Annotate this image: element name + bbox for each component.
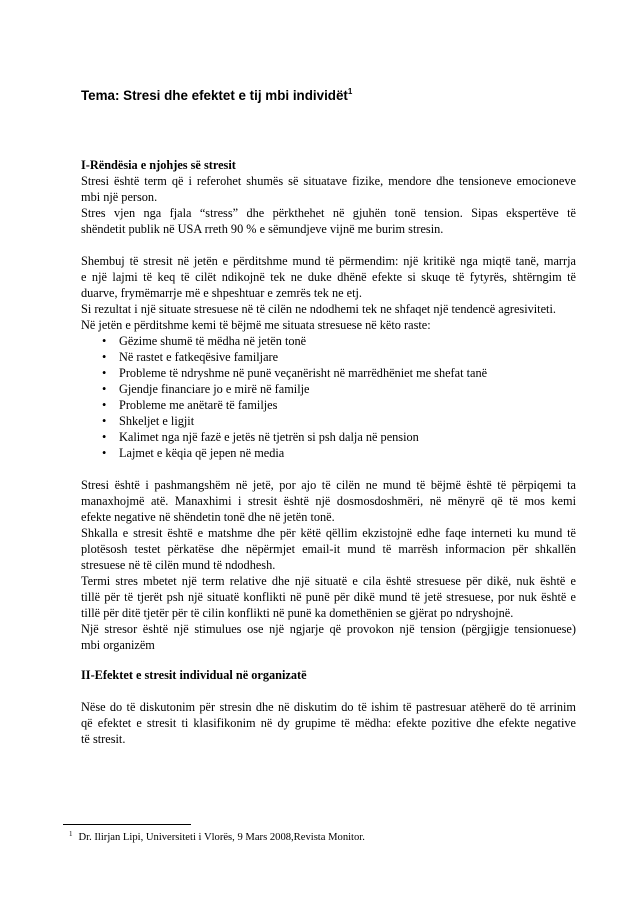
paragraph-line: Shembuj të stresit në jetën e përditshme mund të përmendim: një kritikë nga miqtë tanë, marrja: [81, 254, 576, 268]
paragraph-line: Shkalla e stresit është e matshme dhe për këtë qëllim ekzistojnë edhe faqe interneti ku mund të: [81, 526, 576, 540]
list-item: [81, 365, 576, 381]
list-item: [81, 349, 576, 365]
list-item-text: Gjendje financiare jo e mirë në familje: [119, 382, 310, 396]
title-text: Tema: Stresi dhe efektet e tij mbi individët: [81, 88, 348, 103]
paragraph-line: që efektet e stresit ti klasifikonim në dy grupime të mëdha: efekte pozitive dhe efekte negative: [81, 716, 576, 730]
bullet-icon: •: [102, 334, 107, 348]
paragraph-effects: [81, 699, 576, 747]
list-item-text: Kalimet nga një fazë e jetës në tjetrën si psh dalja në pension: [119, 430, 419, 444]
paragraph-line: Stresi është term që i referohet shumës së situatave fizike, mendore dhe tensioneve emocioneve: [81, 174, 576, 188]
section-heading: I-Rëndësia e njohjes së stresit: [81, 158, 236, 172]
list-item-text: Lajmet e këqia që jepen në media: [119, 446, 285, 460]
footnote-separator: [63, 824, 191, 825]
bullet-icon: •: [102, 350, 107, 364]
footnote: [69, 831, 365, 845]
paragraph-line: tillë për ditë tjetër për të cilin konflikti në punë ka domethënien se gjërat po ndryshojnë.: [81, 606, 514, 620]
paragraph-line: Një stresor është një stimulues ose një ngjarje që provokon një tension (përgjigje tensionuese): [81, 622, 576, 636]
document-title: [81, 86, 352, 106]
list-item: [81, 429, 576, 445]
paragraph-gap: [81, 237, 576, 253]
paragraph-line: Në jetën e përditshme kemi të bëjmë me situata stresuese në këto raste:: [81, 318, 431, 332]
section-rendesia: [81, 157, 576, 653]
list-item: [81, 381, 576, 397]
list-item: [81, 397, 576, 413]
paragraph-line: e një lajmi të keq të cilët ndikojnë tek ne duke dhënë efekte si skuqe të fytyrës, shtërngim të: [81, 270, 576, 284]
bullet-icon: •: [102, 446, 107, 460]
paragraph-management: [81, 477, 576, 653]
paragraph-line: Stres vjen nga fjala “stress” dhe përkthehet në gjuhën tonë tension. Sipas ekspertëve të: [81, 206, 576, 220]
list-item: [81, 333, 576, 349]
paragraph-line: mbi një person.: [81, 190, 158, 204]
paragraph-line: Termi stres mbetet një term relative dhe një situatë e cila është stresuese për dikë, nuk është e: [81, 574, 576, 588]
paragraph-gap: [81, 461, 576, 477]
footnote-text: Dr. Ilirjan Lipi, Universiteti i Vlorës, 9 Mars 2008,Revista Monitor.: [78, 832, 365, 843]
paragraph-line: Stresi është i pashmangshëm në jetë, por ajo të cilën ne mund të bëjmë është të përpiqemi ta: [81, 478, 576, 492]
paragraph-line: efekte negative në shëndetin tonë dhe në jetën tonë.: [81, 510, 335, 524]
bullet-icon: •: [102, 366, 107, 380]
paragraph-line: shëndetit publik në USA rreth 90 % e sëmundjeve vijnë me burim stresin.: [81, 222, 444, 236]
bullet-list-stress-situations: [81, 333, 576, 461]
paragraph-line: stresuese në të cilën mund të ndodhesh.: [81, 558, 276, 572]
list-item-text: Në rastet e fatkeqësive familjare: [119, 350, 279, 364]
paragraph-line: duarve, frymëmarrje më e shpeshtuar e zemrës tek ne etj.: [81, 286, 362, 300]
paragraph-examples: [81, 253, 576, 333]
paragraph-line: tillë për të tjerët psh një situatë konflikti në punë për dikë mund të jetë stresuese, por nuk është e: [81, 590, 576, 604]
paragraph-line: Nëse do të diskutonim për stresin dhe në diskutim do të ishim të pastresuar atëherë do të arrinim: [81, 700, 576, 714]
bullet-icon: •: [102, 382, 107, 396]
list-item-text: Shkeljet e ligjit: [119, 414, 195, 428]
list-item: [81, 413, 576, 429]
bullet-icon: •: [102, 414, 107, 428]
paragraph-line: manaxhojmë atë. Manaxhimi i stresit është një dosmosdoshmëri, në mënyrë që të mos kemi: [81, 494, 576, 508]
paragraph-line: plotësosh testet përkatëse dhe nëpërmjet email-it mund të marrësh informacion për shkallën: [81, 542, 576, 556]
paragraph-line: të stresit.: [81, 732, 126, 746]
list-item-text: Gëzime shumë të mëdha në jetën tonë: [119, 334, 307, 348]
paragraph-gap: [81, 683, 576, 699]
bullet-icon: •: [102, 430, 107, 444]
paragraph-definition: [81, 173, 576, 237]
list-item-text: Probleme të ndryshme në punë veçanërisht në marrëdhëniet me shefat tanë: [119, 366, 488, 380]
bullet-icon: •: [102, 398, 107, 412]
section-heading: II-Efektet e stresit individual në organizatë: [81, 668, 307, 682]
list-item: [81, 445, 576, 461]
footnote-mark: 1: [69, 830, 73, 838]
paragraph-line: mbi organizëm: [81, 638, 155, 652]
list-item-text: Probleme me anëtarë të familjes: [119, 398, 278, 412]
section-efektet: [81, 667, 576, 747]
paragraph-line: Si rezultat i një situate stresuese në të cilën ne ndodhemi tek ne shfaqet një tendencë agresiviteti.: [81, 302, 556, 316]
title-footnote-mark: 1: [347, 87, 353, 96]
